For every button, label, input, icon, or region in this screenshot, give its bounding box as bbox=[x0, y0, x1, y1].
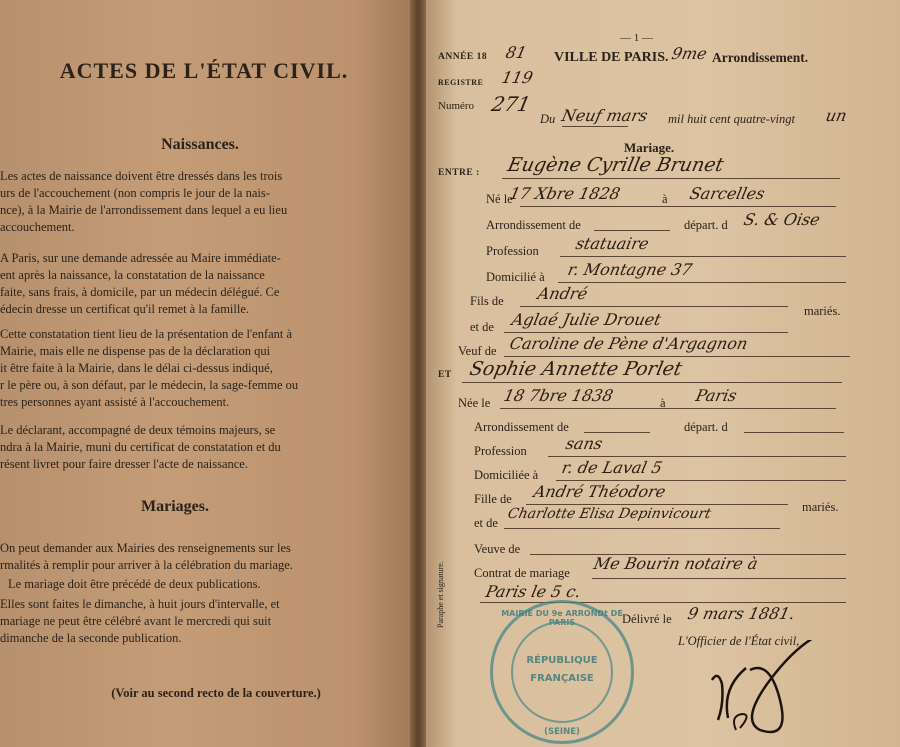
text-line: Les actes de naissance doivent être dressés dans les trois bbox=[0, 169, 283, 183]
births-paragraph-4 bbox=[0, 422, 388, 473]
bride-maries-label: mariés. bbox=[802, 500, 839, 514]
groom-maries-label: mariés. bbox=[804, 304, 841, 318]
births-paragraph-1 bbox=[0, 168, 388, 236]
text-line: tres personnes ayant assisté à l'accouchement. bbox=[0, 395, 230, 409]
domiciliee-label: Domiciliée à bbox=[474, 468, 539, 482]
bride-depart-line bbox=[744, 432, 844, 433]
contrat-line bbox=[592, 578, 846, 579]
text-line: Cette constatation tient lieu de la présentation de l'enfant à bbox=[0, 327, 293, 341]
marriage-heading: Mariage. bbox=[624, 140, 675, 155]
seal-center-text-2: FRANÇAISE bbox=[530, 673, 594, 684]
bride-domicile-line bbox=[556, 480, 846, 481]
contrat-line-2 bbox=[480, 602, 846, 603]
nee-le-label: Née le bbox=[458, 396, 491, 410]
text-line: On peut demander aux Mairies des renseignements sur les bbox=[0, 541, 291, 555]
numero-value: 271 bbox=[489, 92, 533, 116]
veuf-de-label: Veuf de bbox=[458, 344, 497, 358]
text-line: dimanche de la seconde publication. bbox=[0, 631, 182, 645]
bride-father: André Théodore bbox=[531, 482, 668, 501]
text-line: Le mariage doit être précédé de deux publications. bbox=[8, 577, 261, 591]
text-line: rmalités à remplir pour arriver à la célébration du mariage. bbox=[0, 558, 293, 572]
fils-de-label: Fils de bbox=[470, 294, 504, 308]
marriages-heading: Mariages. bbox=[141, 498, 209, 515]
ne-le-label: Né le bbox=[486, 192, 513, 206]
contrat-value-2: Paris le 5 c. bbox=[483, 582, 583, 601]
seal-center-text-1: RÉPUBLIQUE bbox=[526, 655, 598, 666]
groom-previous-spouse: Caroline de Pène d'Argagnon bbox=[507, 334, 750, 353]
officier-label: L'Officier de l'État civil, bbox=[678, 634, 800, 648]
bride-name-line bbox=[462, 382, 842, 383]
text-line: ndra à la Mairie, muni du certificat de constatation et du bbox=[0, 440, 281, 454]
bride-mother: Charlotte Elisa Depinvicourt bbox=[506, 506, 713, 522]
text-line: ent après la naissance, la constatation de la naissance bbox=[0, 268, 265, 282]
seal-bottom-text: (SEINE) bbox=[544, 727, 580, 737]
groom-domicile-line bbox=[558, 282, 846, 283]
ville-label: VILLE DE PARIS. bbox=[554, 50, 669, 65]
text-line: édecin dresse un certificat qu'il remet à la famille. bbox=[0, 302, 250, 316]
text-line: Mairie, mais elle ne dispense pas de la déclaration qui bbox=[0, 344, 271, 358]
delivre-value: 9 mars 1881. bbox=[685, 604, 797, 623]
profession-label: Profession bbox=[486, 244, 539, 258]
officer-signature bbox=[700, 640, 880, 745]
bride-profession-line bbox=[548, 456, 846, 457]
contrat-value: Me Bourin notaire à bbox=[591, 554, 760, 573]
date-value: Neuf mars bbox=[559, 106, 650, 125]
marriages-paragraph-1 bbox=[0, 540, 388, 574]
registre-value: 119 bbox=[499, 68, 535, 87]
groom-name: Eugène Cyrille Brunet bbox=[505, 154, 726, 176]
arrondissement-label: Arrondissement. bbox=[712, 50, 809, 65]
groom-mother: Aglaé Julie Drouet bbox=[509, 310, 663, 329]
text-line: mariage ne peut être célébré avant le mercredi qui suit bbox=[0, 614, 272, 628]
left-page bbox=[0, 0, 418, 747]
groom-profession: statuaire bbox=[573, 234, 651, 253]
delivre-label: Délivré le bbox=[622, 612, 672, 626]
text-line: urs de l'accouchement (non compris le jour de la nais- bbox=[0, 186, 270, 200]
depart-label: départ. d bbox=[684, 218, 728, 232]
bride-arrondissement-label: Arrondissement de bbox=[474, 420, 569, 434]
bride-mother-line bbox=[504, 528, 780, 529]
bride-depart-label: départ. d bbox=[684, 420, 728, 434]
arrondissement-de-label: Arrondissement de bbox=[486, 218, 581, 232]
text-line: r le père ou, à son défaut, par le médecin, la sage-femme ou bbox=[0, 378, 299, 392]
text-line: faite, sans frais, à domicile, par un médecin délégué. Ce bbox=[0, 285, 280, 299]
groom-birthplace: Sarcelles bbox=[687, 184, 767, 203]
left-page-title: ACTES DE L'ÉTAT CIVIL. bbox=[59, 58, 349, 83]
mairie-seal bbox=[490, 600, 634, 744]
births-paragraph-3 bbox=[0, 326, 388, 411]
page-number: — 1 — bbox=[620, 32, 653, 44]
groom-name-line bbox=[502, 178, 840, 179]
date-line bbox=[562, 126, 628, 127]
entre-label: ENTRE : bbox=[438, 168, 480, 178]
et-de-label: et de bbox=[470, 320, 494, 334]
bride-birth: 18 7bre 1838 bbox=[501, 386, 615, 405]
numero-label: Numéro bbox=[438, 100, 475, 112]
text-line: nce), à la Mairie de l'arrondissement dans lequel a eu lieu bbox=[0, 203, 288, 217]
groom-depart: S. & Oise bbox=[741, 210, 822, 229]
births-paragraph-2 bbox=[0, 250, 388, 318]
marriages-paragraph-2 bbox=[8, 576, 396, 593]
veuve-de-label: Veuve de bbox=[474, 542, 521, 556]
bride-a-label: à bbox=[660, 396, 666, 410]
text-line: accouchement. bbox=[0, 220, 75, 234]
contrat-label: Contrat de mariage bbox=[474, 566, 570, 580]
text-line: Le déclarant, accompagné de deux témoins majeurs, se bbox=[0, 423, 276, 437]
groom-previous-spouse-line bbox=[504, 356, 850, 357]
text-line: Elles sont faites le dimanche, à huit jours d'intervalle, et bbox=[0, 597, 280, 611]
registre-label: REGISTRE bbox=[438, 78, 484, 87]
domicilie-label: Domicilié à bbox=[486, 270, 545, 284]
seal-outer-text: MAIRIE DU 9e ARRONDt DE PARIS bbox=[501, 609, 623, 627]
date-prefix: Du bbox=[540, 112, 556, 126]
bride-name: Sophie Annette Porlet bbox=[467, 358, 685, 380]
groom-arrondissement-line bbox=[594, 230, 670, 231]
bride-et-de-label: et de bbox=[474, 516, 498, 530]
bride-birthplace: Paris bbox=[693, 386, 739, 405]
groom-birth: 17 Xbre 1828 bbox=[507, 184, 623, 203]
groom-mother-line bbox=[504, 332, 788, 333]
bride-profession-label: Profession bbox=[474, 444, 527, 458]
arrondissement-value: 9me bbox=[669, 44, 709, 63]
left-page-footer: (Voir au second recto de la couverture.) bbox=[111, 686, 321, 700]
bride-profession: sans bbox=[563, 434, 605, 453]
seal-inner-ring bbox=[511, 621, 613, 723]
annee-value: 81 bbox=[503, 43, 529, 62]
bride-domicile: r. de Laval 5 bbox=[559, 458, 665, 477]
book-gutter bbox=[410, 0, 426, 747]
groom-profession-line bbox=[560, 256, 846, 257]
margin-note: Paraphe et signature. bbox=[436, 561, 445, 628]
et-label: ET bbox=[438, 370, 452, 380]
text-line: it être faite à la Mairie, dans le délai ci-dessus indiqué, bbox=[0, 361, 273, 375]
marriages-paragraph-3 bbox=[0, 596, 388, 647]
bride-father-line bbox=[526, 504, 788, 505]
annee-label: ANNÉE 18 bbox=[438, 52, 488, 62]
groom-birth-line bbox=[520, 206, 836, 207]
text-line: résent livret pour faire dresser l'acte de naissance. bbox=[0, 457, 248, 471]
a-label: à bbox=[662, 192, 668, 206]
fille-de-label: Fille de bbox=[474, 492, 512, 506]
births-heading: Naissances. bbox=[161, 136, 239, 153]
text-line: A Paris, sur une demande adressée au Maire immédiate- bbox=[0, 251, 281, 265]
groom-father-line bbox=[520, 306, 788, 307]
bride-birth-line bbox=[500, 408, 836, 409]
groom-father: André bbox=[535, 284, 590, 303]
groom-domicile: r. Montagne 37 bbox=[565, 260, 694, 279]
date-year-value: un bbox=[823, 106, 849, 125]
bride-arrondissement-line bbox=[584, 432, 650, 433]
date-suffix: mil huit cent quatre-vingt bbox=[668, 112, 795, 126]
